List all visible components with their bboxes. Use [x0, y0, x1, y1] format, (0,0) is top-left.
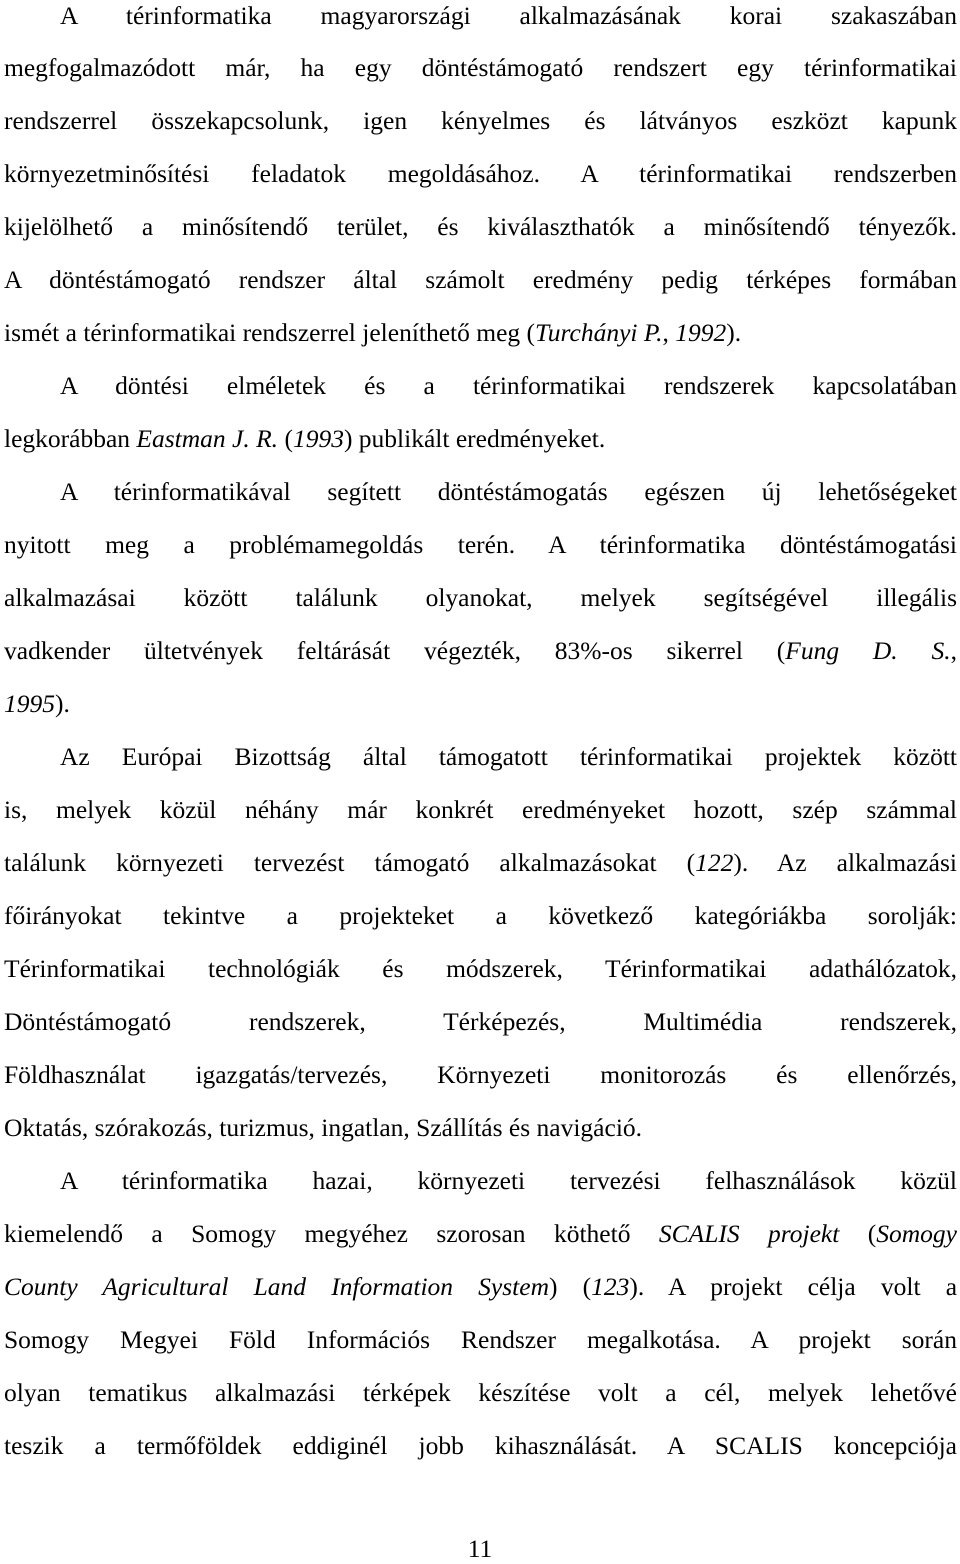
italic-text: 1992 [675, 318, 727, 347]
text-line [4, 901, 957, 954]
text-line [4, 1166, 957, 1219]
text-segment: vadkender ültetvények feltárását végezték, 83%-os sikerrel ( [4, 636, 786, 665]
text-segment: ). Az alkalmazási [733, 848, 957, 877]
text-segment: A döntéstámogató rendszer által számolt eredmény pedig térképes formában [4, 265, 957, 294]
text-segment: nyitott meg a problémamegoldás terén. A térinformatika döntéstámogatási [4, 530, 957, 559]
text-segment: A térinformatika magyarországi alkalmazásának korai szakaszában [60, 1, 957, 30]
text-segment: ). [55, 689, 70, 718]
text-segment: ). [726, 318, 742, 347]
text-segment: Földhasználat igazgatás/tervezés, Környezeti monitorozás és ellenőrzés, [4, 1060, 957, 1089]
text-segment: , [950, 636, 957, 665]
text-segment: ). A projekt célja volt a [629, 1272, 957, 1301]
italic-text: County Agricultural Land Information System [4, 1272, 549, 1301]
text-line [4, 636, 957, 689]
text-line [4, 1272, 957, 1325]
text-segment: rendszerrel összekapcsolunk, igen kényelmes és látványos eszközt kapunk [4, 106, 957, 135]
italic-text: Fung D. S. [785, 636, 951, 665]
italic-text: 1995 [4, 689, 55, 718]
text-line [4, 212, 957, 265]
text-segment: A térinformatika hazai, környezeti tervezési felhasználások közül [60, 1166, 957, 1195]
text-segment: kiemelendő a Somogy megyéhez szorosan köthető [4, 1219, 659, 1248]
text-line [4, 1378, 957, 1431]
text-segment: , [662, 318, 676, 347]
text-line [4, 848, 957, 901]
text-line [4, 477, 957, 530]
text-segment: Somogy Megyei Föld Információs Rendszer megalkotása. A projekt során [4, 1325, 957, 1354]
text-line [4, 53, 957, 106]
text-segment: ) publikált eredményeket. [343, 424, 606, 453]
text-segment: A döntési elméletek és a térinformatikai rendszerek kapcsolatában [60, 371, 957, 400]
text-line [4, 265, 957, 318]
italic-text: Eastman J. R. [136, 424, 279, 453]
text-segment: Az Európai Bizottság által támogatott térinformatikai projektek között [60, 742, 957, 771]
text-segment: is, melyek közül néhány már konkrét eredményeket hozott, szép számmal [4, 795, 957, 824]
text-segment: környezetminősítési feladatok megoldásához. A térinformatikai rendszerben [4, 159, 957, 188]
text-line [4, 1219, 957, 1272]
text-line [4, 318, 957, 371]
italic-text: 122 [695, 848, 734, 877]
text-line [4, 954, 957, 1007]
italic-text: Turchányi P. [535, 318, 663, 347]
text-line [4, 1007, 957, 1060]
text-line [4, 371, 957, 424]
text-line [4, 583, 957, 636]
text-segment: teszik a termőföldek eddiginél jobb kihasználását. A SCALIS koncepciója [4, 1431, 957, 1460]
text-segment: ( [839, 1219, 877, 1248]
text-segment: megfogalmazódott már, ha egy döntéstámogató rendszert egy térinformatikai [4, 53, 957, 82]
text-segment: Térinformatikai technológiák és módszerek, Térinformatikai adathálózatok, [4, 954, 957, 983]
italic-text: Somogy [876, 1219, 957, 1248]
italic-text: SCALIS projekt [658, 1219, 840, 1248]
text-segment: ismét a térinformatikai rendszerrel jeleníthető meg ( [4, 318, 536, 347]
text-segment: alkalmazásai között találunk olyanokat, melyek segítségével illegális [4, 583, 957, 612]
text-line [4, 1431, 957, 1484]
document-page [4, 0, 957, 1484]
text-line [4, 1060, 957, 1113]
text-segment: ) ( [549, 1272, 592, 1301]
text-segment: Oktatás, szórakozás, turizmus, ingatlan, Szállítás és navigáció. [4, 1113, 643, 1142]
text-segment: Döntéstámogató rendszerek, Térképezés, Multimédia rendszerek, [4, 1007, 957, 1036]
text-line [4, 0, 957, 53]
page-number: 11 [467, 1534, 493, 1563]
text-segment: főirányokat tekintve a projekteket a következő kategóriákba sorolják: [4, 901, 957, 930]
text-segment: ( [278, 424, 293, 453]
text-line [4, 159, 957, 212]
text-line [4, 742, 957, 795]
text-line [4, 1325, 957, 1378]
text-line [4, 530, 957, 583]
text-line [4, 689, 957, 742]
text-segment: kijelölhető a minősítendő terület, és kiválaszthatók a minősítendő tényezők. [4, 212, 957, 241]
text-line [4, 424, 957, 477]
text-segment: A térinformatikával segített döntéstámogatás egészen új lehetőségeket [60, 477, 957, 506]
text-line [4, 106, 957, 159]
text-segment: találunk környezeti tervezést támogató alkalmazásokat ( [4, 848, 696, 877]
text-line [4, 1113, 957, 1166]
text-line [4, 795, 957, 848]
italic-text: 1993 [292, 424, 344, 453]
text-segment: olyan tematikus alkalmazási térképek készítése volt a cél, melyek lehetővé [4, 1378, 957, 1407]
italic-text: 123 [591, 1272, 630, 1301]
text-segment: legkorábban [4, 424, 137, 453]
